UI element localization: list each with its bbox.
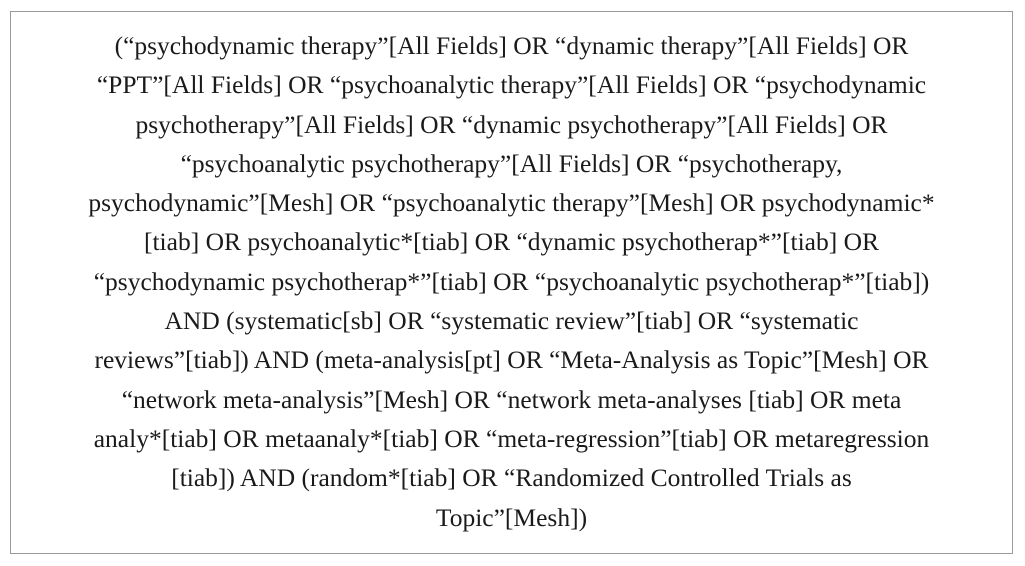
query-line: “psychodynamic psychotherap*”[tiab] OR “psychoanalytic psychotherap*”[tiab])	[93, 266, 930, 296]
query-line: “psychoanalytic psychotherapy”[All Fields] OR “psychotherapy,	[180, 148, 843, 178]
query-line: reviews”[tiab]) AND (meta-analysis[pt] OR “Meta-Analysis as Topic”[Mesh] OR	[94, 345, 929, 375]
query-line: psychodynamic”[Mesh] OR “psychoanalytic therapy”[Mesh] OR psychodynamic*	[88, 188, 935, 218]
query-line: AND (systematic[sb] OR “systematic review”[tiab] OR “systematic	[164, 306, 859, 336]
query-line: Topic”[Mesh])	[435, 502, 588, 532]
search-strategy-box	[10, 11, 1013, 554]
query-line: [tiab]) AND (random*[tiab] OR “Randomized Controlled Trials as	[171, 463, 852, 493]
query-line: [tiab] OR psychoanalytic*[tiab] OR “dynamic psychotherap*”[tiab] OR	[143, 227, 880, 257]
query-line: “network meta-analysis”[Mesh] OR “network meta-analyses [tiab] OR meta	[121, 384, 902, 414]
query-line: analy*[tiab] OR metaanaly*[tiab] OR “meta-regression”[tiab] OR metaregression	[93, 423, 930, 453]
query-line: (“psychodynamic therapy”[All Fields] OR “dynamic therapy”[All Fields] OR	[114, 31, 909, 60]
query-line: psychotherapy”[All Fields] OR “dynamic psychotherapy”[All Fields] OR	[135, 109, 888, 139]
search-query-text	[25, 26, 998, 537]
query-line: “PPT”[All Fields] OR “psychoanalytic therapy”[All Fields] OR “psychodynamic	[96, 70, 927, 100]
